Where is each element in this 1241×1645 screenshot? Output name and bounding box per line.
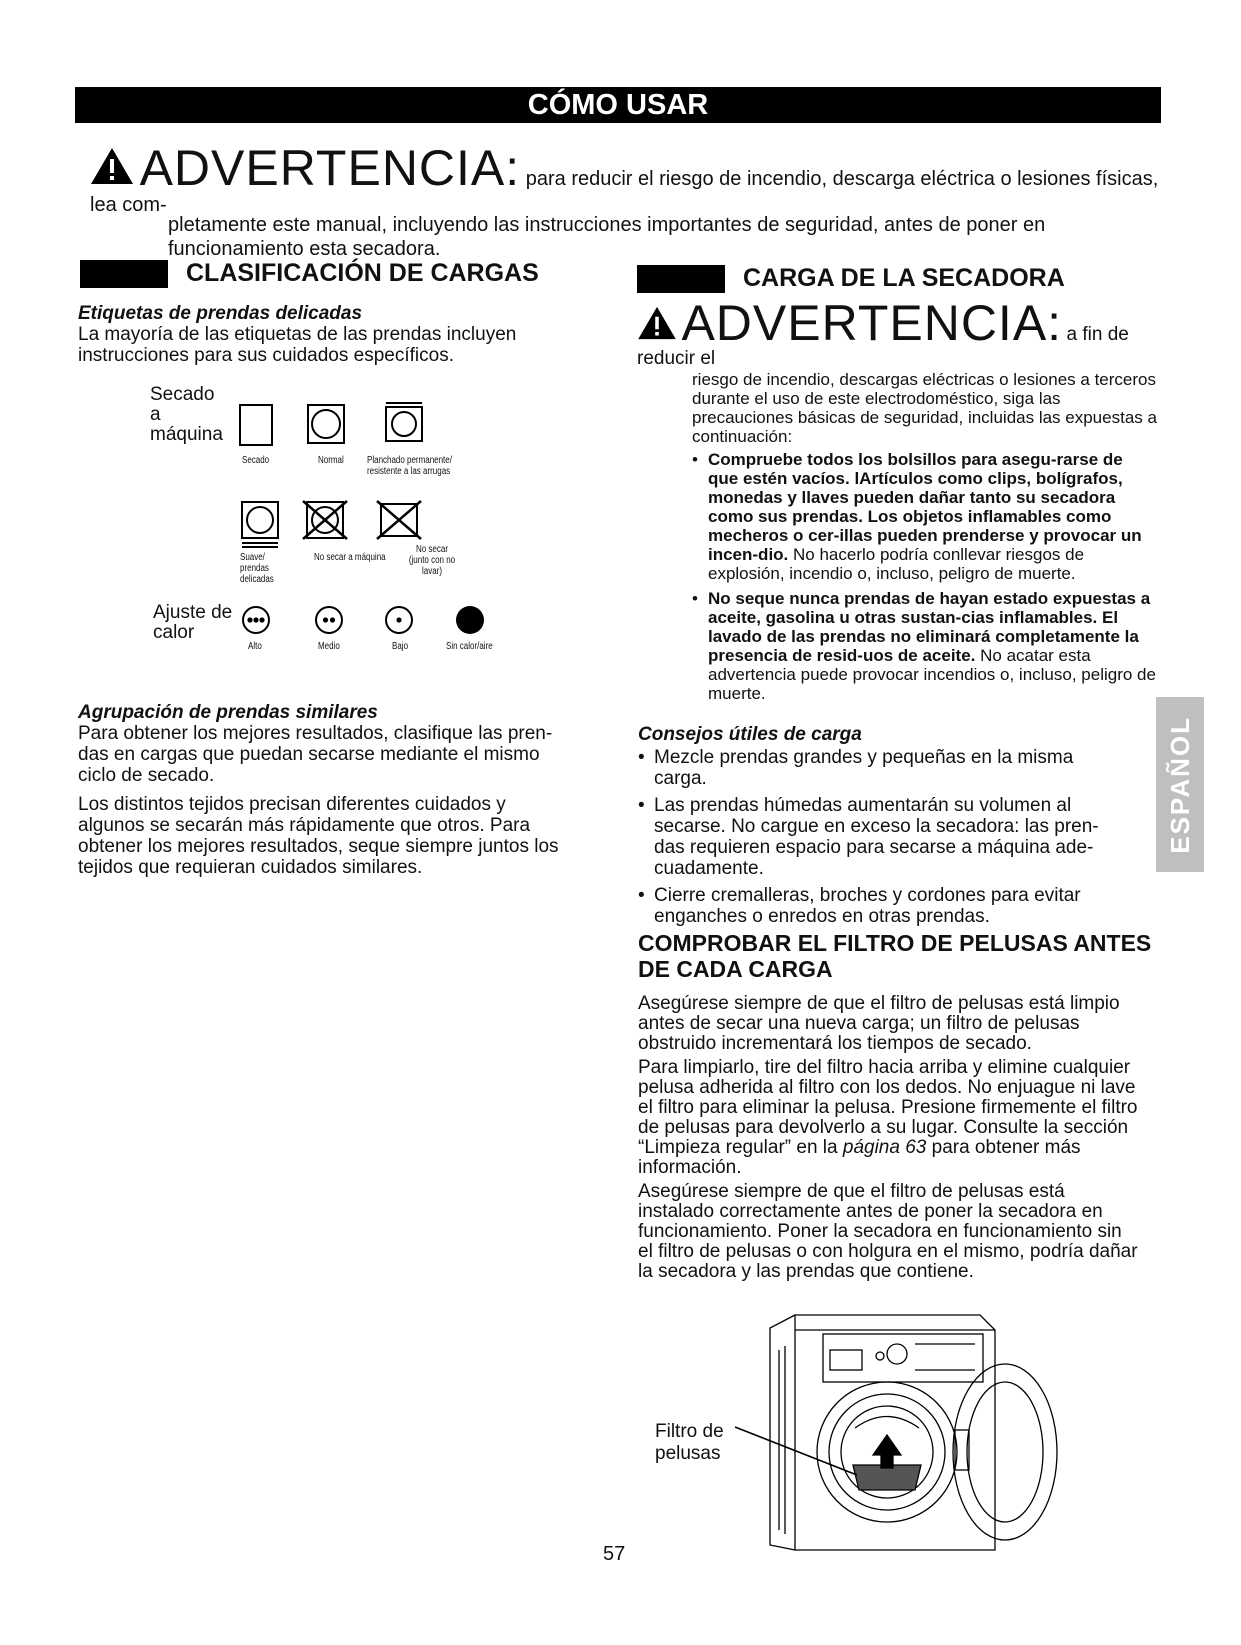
section-banner: CÓMO USAR	[75, 87, 1161, 123]
paragraph: Asegúrese siempre de que el filtro de pelusas está instalado correctamente antes de poner la secadora en funcionamiento. Poner la secadora en funcionamiento sin el filtro de pelusas o con holgura en el mismo, podría dañar la secadora y las prendas que contiene.	[638, 1181, 1138, 1282]
label-suave: Suave/ prendas delicadas	[240, 552, 274, 585]
do-not-tumble-dry-icon	[302, 500, 348, 540]
warning-title: ADVERTENCIA:	[139, 140, 521, 196]
dryer-illustration	[735, 1310, 1065, 1555]
paragraph: La mayoría de las etiquetas de las prendas incluyen instrucciones para sus cuidados específicos.	[78, 324, 517, 366]
page-number: 57	[603, 1543, 626, 1565]
paragraph: Los distintos tejidos precisan diferentes cuidados y algunos se secarán más rápidamente que otros. Para obtener los mejores resultados, seque siempre juntos los tejidos que requieran cuidados similares.	[78, 794, 559, 878]
heading-bar	[637, 265, 725, 293]
left-section-heading: CLASIFICACIÓN DE CARGAS	[80, 259, 539, 288]
subheading-delicate: Etiquetas de prendas delicadas	[78, 303, 363, 324]
no-heat-icon	[454, 604, 486, 636]
warning-lead: para reducir el riesgo de incendio, descarga eléctrica o lesiones físicas, lea com-	[90, 168, 1159, 216]
warning-title: ADVERTENCIA:	[681, 295, 1063, 351]
warning-triangle-icon	[90, 147, 134, 185]
page-link[interactable]: página 63	[842, 1137, 927, 1158]
dry-label: Secado a máquina	[150, 384, 223, 445]
list-item: • Cierre cremalleras, broches y cordones para evitar enganches o enredos en otras prendas.	[638, 885, 1118, 927]
filter-block	[638, 994, 1138, 1290]
do-not-dry-icon	[375, 500, 423, 540]
filter-heading: COMPROBAR EL FILTRO DE PELUSAS ANTES DE CADA CARGA	[638, 930, 1152, 982]
list-item: • Mezcle prendas grandes y pequeñas en la misma carga.	[638, 747, 1118, 789]
left-grouping	[78, 702, 573, 886]
subheading-grouping: Agrupación de prendas similares	[78, 702, 378, 723]
label-no-secar-maquina: No secar a máquina	[314, 552, 386, 563]
language-tab: ESPAÑOL	[1156, 697, 1204, 872]
label-normal: Normal	[318, 455, 344, 466]
tumble-dry-icon	[238, 403, 274, 449]
tips-block	[638, 724, 1118, 933]
callout-label: Filtro de pelusas	[655, 1421, 724, 1464]
paragraph: Para obtener los mejores resultados, clasifique las pren-das en cargas que puedan secarse mediante el mismo ciclo de secado.	[78, 723, 553, 786]
left-intro	[78, 303, 568, 374]
heat-low-icon	[383, 604, 415, 636]
label-no-secar: No secar (junto con no lavar)	[408, 544, 456, 577]
warning-triangle-icon	[637, 306, 677, 340]
top-warning	[90, 140, 1170, 261]
warning-body: pletamente este manual, incluyendo las instrucciones importantes de seguridad, antes de poner en funcionamiento esta secadora.	[168, 214, 1046, 260]
label-medio: Medio	[318, 641, 340, 652]
paragraph: Para limpiarlo, tire del filtro hacia arriba y elimine cualquier pelusa adherida al filtro con los dedos. No enjuague ni lave el filtro para eliminar la pelusa. Presione firmemente el filtro de pelusas para devolverlo a su lugar. Consulte la sección “Limpieza regular” en la página 63 para obtener más información.	[638, 1057, 1138, 1178]
list-item: • No seque nunca prendas de hayan estado expuestas a aceite, gasolina u otras sustan-cias inflamables. El lavado de las prendas no eliminará completamente la presencia de resid-uos de aceite. No acatar esta advertencia puede provocar incendios o, incluso, peligro de muerte.	[692, 589, 1157, 703]
right-section-heading: CARGA DE LA SECADORA	[637, 264, 1065, 293]
tumble-dry-normal-icon	[306, 403, 346, 445]
heading-bar	[80, 260, 168, 288]
heat-medium-icon	[313, 604, 345, 636]
label-secado: Secado	[242, 455, 270, 466]
paragraph: Asegúrese siempre de que el filtro de pelusas está limpio antes de secar una nueva carga; un filtro de pelusas obstruido incrementará los tiempos de secado.	[638, 993, 1120, 1054]
right-warning	[637, 295, 1157, 709]
warning-lead: a fin de reducir el	[637, 324, 1129, 369]
delicate-dry-icon	[240, 500, 280, 550]
heat-high-icon	[240, 604, 272, 636]
list-item: • Compruebe todos los bolsillos para asegu-rarse de que estén vacíos. lArtículos como clips, bolígrafos, monedas y llaves pueden dañar tanto su secadora como sus prendas. Los objetos inflamables como mecheros o cer-illas pueden prenderse y provocar un incen-dio. No hacerlo podría conllevar riesgos de explosión, incendio o, incluso, peligro de muerte.	[692, 450, 1157, 583]
permanent-press-icon	[384, 401, 424, 443]
label-bajo: Bajo	[392, 641, 409, 652]
label-planchado: Planchado permanente/ resistente a las arrugas	[367, 455, 452, 477]
warning-body: riesgo de incendio, descargas eléctricas o lesiones a terceros durante el uso de este electrodoméstico, siga las precauciones básicas de seguridad, incluidas las expuestas a continuación:	[692, 370, 1157, 446]
label-sin-calor: Sin calor/aire	[446, 641, 493, 652]
subheading-tips: Consejos útiles de carga	[638, 724, 862, 745]
list-item: • Las prendas húmedas aumentarán su volumen al secarse. No cargue en exceso la secadora: las pren-das requieren espacio para secarse a máquina ade-cuadamente.	[638, 795, 1118, 879]
label-alto: Alto	[248, 641, 262, 652]
heat-label: Ajuste de calor	[153, 602, 233, 643]
